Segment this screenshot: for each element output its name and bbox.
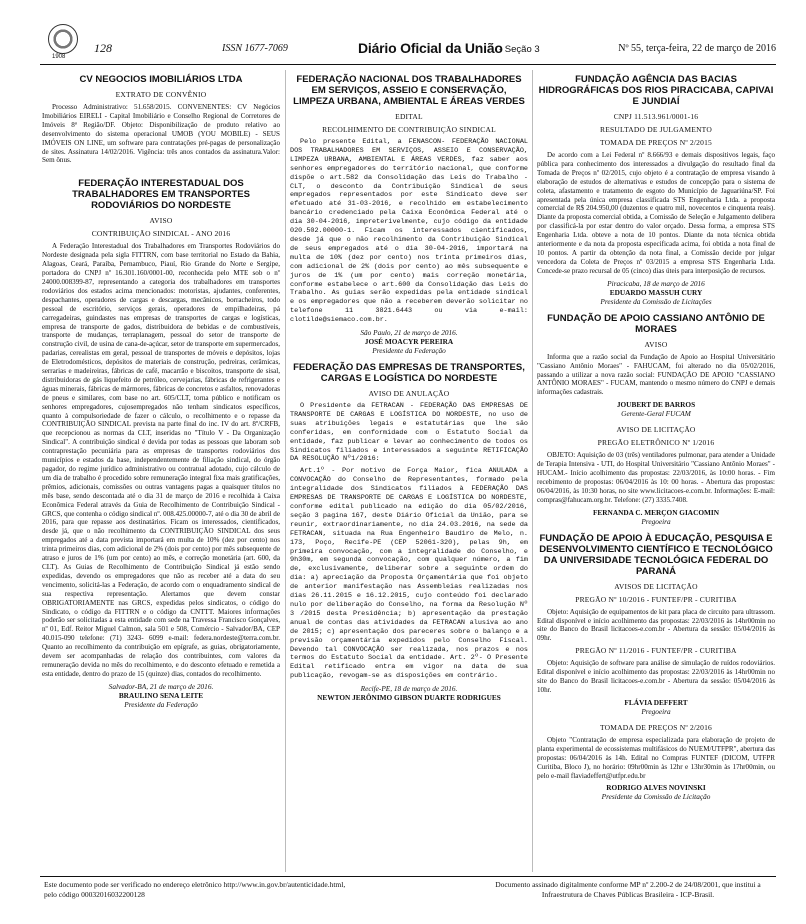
notice-subtitle: PREGÃO ELETRÔNICO Nº 1/2016 (597, 438, 715, 448)
footer-verification (44, 880, 404, 899)
notice-title: FEDERAÇÃO NACIONAL DOS TRABALHADORES EM SERVIÇOS, ASSEIO E CONSERVAÇÃO, LIMPEZA URBANA, AMBIENTAL E ÁREAS VERDES (293, 74, 525, 107)
signature-block (537, 783, 775, 801)
column-divider (285, 70, 286, 872)
notice-title: CV NEGOCIOS IMOBILIÁRIOS LTDA (79, 74, 243, 85)
notice-title: FEDERAÇÃO INTERESTADUAL DOS TRABALHADORES EM TRANSPORTES RODOVIÁRIOS DO NORDESTE (72, 178, 250, 212)
coat-of-arms-icon (48, 24, 78, 54)
notice-body: Objeto: Aquisição de software para análise de simulação de ruídos rodoviários. Edital disponível e início acolhimento das propostas: 22/03/2016 às 14hr00min no site do Banco do Brasil licitacoes-e.com.br - Abertura da sessão: 05/04/2016 às 10hr. (537, 659, 775, 694)
signature-block (537, 400, 775, 418)
signature-block (537, 279, 775, 306)
notice-subtitle: TOMADA DE PREÇOS Nº 2/2016 (600, 722, 712, 732)
notice-subtitle: AVISO (149, 216, 173, 226)
signatory-role: Pregoeira (641, 516, 671, 526)
signatory-role: Presidente da Federação (124, 699, 198, 709)
column-divider (532, 70, 533, 872)
notice-subtitle: EDITAL (395, 112, 423, 121)
signatory-name: JOUBERT DE BARROS (616, 400, 696, 410)
signatory-role: Gerente-Geral FUCAM (621, 409, 691, 419)
signature-block (290, 328, 528, 355)
signature-place-date: Recife-PE, 18 de março de 2016. (360, 684, 458, 694)
column-2 (290, 70, 528, 872)
notice-body: O Presidente da FETRACAN - FEDERAÇÃO DAS EMPRESAS DE TRANSPORTE DE CARGAS E LOGÍSTICA DO NORDESTE, no uso de suas atribuições legais e estatutárias que lhe são conferidas, em conformidade com o Estatuto Social da entidade, faz publicar e levar ao conhecimento de todos os Sindicatos filiados e interessados a seguinte RETIFICAÇÃO DA RESOLUÇÃO Nº1/2016: (290, 402, 528, 464)
page-footer (40, 876, 776, 899)
notice-body: Informa que a razão social da Fundação de Apoio ao Hospital Universitário "Cassiano Antônio Moraes" - FAHUCAM, foi alterado no dia 05/02/2016, passando a utilizar a nova razão social: FUNDAÇÃO DE APOIO "CASSIANO ANTÔNIO MORAES" - FUCAM, mantendo o mesmo número do CNPJ e demais informações cadastrais. (537, 352, 775, 397)
notice-subtitle: CONTRIBUIÇÃO SINDICAL - ANO 2016 (91, 229, 231, 239)
notice-title: FUNDAÇÃO AGÊNCIA DAS BACIAS HIDROGRÁFICAS DOS RIOS PIRACICABA, CAPIVAI E JUNDIAÍ (538, 74, 774, 107)
notice-title: FUNDAÇÃO DE APOIO À EDUCAÇÃO, PESQUISA E DESENVOLVIMENTO CIENTÍFICO E TECNOLÓGICO DA UNIVERSIDADE TECNOLÓGICA FEDERAL DO PARANÁ (539, 532, 773, 577)
notice-body: De acordo com a Lei Federal nº 8.666/93 e demais dispositivos legais, faço pública para conhecimento dos interessados a divulgação do resultado final da Tomada de Preços nº 02/2015, cujo objeto é a contratação de empresa visando à elaboração de estudos de alternativas e estudos de concepção para o sistema de coleta, afastamento e tratamento de esgoto do Município de Jaguariúna/SP. Foi apresentada pela única empresa classificada STS Engenharia Ltda. a proposta comercial de R$ 204.950,00 (duzentos e quatro mil, novecentos e cinquenta reais). Diante da proposta comercial obtida, a Comissão de Seleção e Julgamento delibera por classificá-la por estar dentro do valor orçado. Dessa forma, a empresa STS Engenharia Ltda. obteve a nota de 10 pontos. Diante da nota técnica obtida anteriormente e da nota da proposta especificada acima, foi obtida a nota final de 10 pontos. A partir da obtenção da nota final, a Comissão decide por julgar vencedora da Coleta de Preços nº 03/2015 a empresa STS Engenharia Ltda. Concede-se prazo recursal de 05 (cinco) dias úteis para interposição de recursos. (537, 151, 775, 275)
notice-subtitle: AVISO (644, 339, 668, 349)
signature-block (42, 682, 280, 709)
notice-title: FEDERAÇÃO DAS EMPRESAS DE TRANSPORTES, CARGAS E LOGÍSTICA DO NORDESTE (293, 362, 525, 385)
signatory-name: EDUARDO MASSUH CURY (609, 287, 703, 297)
signatory-role: Pregoeira (641, 706, 671, 716)
signatory-name: JOSÉ MOACYR PEREIRA (364, 337, 454, 347)
signatory-role: Presidente da Comissão de Licitação (601, 792, 711, 802)
column-1 (42, 70, 280, 872)
notice-body: Art.1º - Por motivo de Força Maior, fica ANULADA a CONVOCAÇÃO do Conselho de Representantes, formado pela integralidade dos Sindicatos filiados à FEDERAÇÃO DAS EMPRESAS DE TRANSPORTE DE CARGAS E LOGÍSTICA DO NORDESTE, conforme edital publicado na edição do dia 05/02/2016, seção 3 pagina 167, deste Diário Oficial da União, para se reunir, extraordinariamente, no dia 24.03.2016, na sede da FETRACAN, situada na Rua Engenheiro Baudiro de Melo, n. 173, Poço, Recife-PE (CEP 52061-320), pelas 9h, em primeira convocação, com a integralidade do Conselho, e 9h30m, em segunda convocação, com qualquer número, a fim de, exclusivamente, deliberar sobre a seguinte ordem do dia: a) apreciação da Proposta Orçamentária que foi objeto de anterior manifestação nas Assembleias realizadas nos dias 26.11.2015 e 16.12.2015, cujo conteúdo foi declarado nulo por deliberação do Conselho, na forma da Resolução Nº 3 /2015 desta Presidência; b) apresentação da prestação anual de contas das atividades da FETRACAN alusiva ao ano de 2015; c) apresentação dos pareceres sobre o balanço e a previsão orçamentária expedidos pelo Conselho Fiscal. Devendo tal CONVOCAÇÃO ser realizada, nos prazos e nos termos do Estatuto Social da entidade. Art. 2º- O Presente Edital retificado entra em vigor na data de sua publicação, revogam-se as disposições em contrário. (290, 467, 528, 681)
issn: ISSN 1677-7069 (222, 43, 288, 54)
issue-date: Nº 55, terça-feira, 22 de março de 2016 (618, 43, 776, 54)
notice-body: Pelo presente Edital, a FENASCON- FEDERAÇÃO NACIONAL DOS TRABALHADORES EM SERVIÇOS, ASSEIO E CONSERVAÇÃO, LIMPEZA URBANA, AMBIENTAL E ÁREAS VERDES, faz saber aos senhores empregadores do território nacional, que conforme dispõe o art.582 da Consolidação das Leis do Trabalho - CLT, o desconto da Contribuição Sindical de seus empregados representados por este Sindicato deve ser efetuado até 31-03-2016, e recolhido em estabelecimento bancário credenciado pela Caixa Econômica Federal até o dia 30-04-2016, impreterivelmente, cujo código da entidade 020.502.00000-1. Ficam os interessados cientificados, desde já que o não recolhimento da Contribuição Sindical de seus empregados até o dia 30-04-2016, importará na multa de 10% (dez por cento) nos trinta primeiros dias, com adicional de 2% (dois por cento) ao mês subsequente e juros de 1% (um por cento) mais correção monetária, conforme estabelece o art.600 da Consolidação das Leis do Trabalho. As guias serão expedidas pela entidade sindical e os empregadores que não a receberem deverão solicitar no telefone 11 3821.6443 ou via e-mail: clotilde@siemaco.com.br. (290, 138, 528, 325)
notice-subtitle: AVISO DE ANULAÇÃO (368, 389, 450, 399)
signature-block (537, 508, 775, 526)
section-label: - Seção 3 (499, 44, 540, 55)
notice-subtitle: TOMADA DE PREÇOS Nº 2/2015 (600, 138, 712, 147)
notice-body: Objeto: Aquisição de equipamentos de kit para placa de circuito para ultrassom. Edital disponível e início acolhimento das propostas: 22/03/2016 às 14hr00min no site do Banco do Brasil licitacoes-e.com.br - Abertura da sessão: 05/04/2016 às 09hr. (537, 607, 775, 643)
signatory-role: Presidente da Federação (372, 346, 446, 356)
notice-body: OBJETO: Aquisição de 03 (três) ventiladores pulmonar, para atender a Unidade de Terapia Intensiva - UTI, do Hospital Universitário "Cassiano Antônio Moraes" - HUCAM.- Início acolhimento das propostas: 22/03/2016, às 10:00 horas. - Fim recebimento de propostas: 06/04/2016 às 10: 00 horas. - Abertura das propostas: 06/04/2016, às 10:30 horas, no site www.licitacoes-e.com.br. Informações: E-mail: compras@fahucam.org.br. Telefone: (27) 3335.7408. (537, 451, 775, 504)
footer-verification-url[interactable]: Este documento pode ser verificado no endereço eletrônico http://www.in.gov.br/autenticidade.html, (44, 880, 346, 889)
signatory-role: Presidente da Comissão de Licitações (600, 296, 712, 306)
signatory-name: FERNANDA C. MERÇON GIACOMIN (592, 507, 720, 517)
page-number: 128 (94, 41, 112, 55)
notice-subtitle: EXTRATO DE CONVÊNIO (115, 90, 207, 99)
journal-title: Diário Oficial da União (358, 40, 503, 56)
signature-place-date: Salvador-BA, 21 de março de 2016. (108, 681, 214, 691)
signature-place-date: São Paulo, 21 de março de 2016. (360, 328, 458, 338)
notice-title: FUNDAÇÃO DE APOIO CASSIANO ANTÔNIO DE MORAES (547, 312, 765, 335)
signature-block (290, 684, 528, 702)
notice-cnpj: CNPJ 11.513.961/0001-16 (613, 112, 699, 121)
notice-body: Processo Administrativo: 51.658/2015. CONVENENTES: CV Negócios Imobiliários EIRELI - Capital Imobiliário e Conselho Regional de Corretores de Imóveis 8ª Região/DF. Objeto: Disponibilização de produto relativo ao desenvolvimento do sistema operacional UMOB (YOU MOBILE) - SEUS IMÓVEIS ON LINE, um software para contratações pré-pagas de personalização de sites. Assinatura 14/02/2016. Vigência: três anos contados da assinatura.Valor: Sem ônus. (42, 103, 280, 165)
notice-subtitle: AVISOS DE LICITAÇÃO (614, 581, 698, 591)
column-3 (537, 70, 775, 872)
notice-subtitle: PREGÃO Nº 10/2016 - FUNTEF/PR - CURITIBA (575, 594, 737, 604)
notice-subtitle: AVISO DE LICITAÇÃO (616, 425, 696, 435)
signatory-name: RODRIGO ALVES NOVINSKI (606, 783, 706, 793)
signatory-name: NEWTON JERÔNIMO GIBSON DUARTE RODRIGUES (317, 693, 501, 703)
page-header (40, 38, 776, 65)
signatory-name: BRAULINO SENA LEITE (118, 690, 204, 700)
footer-digital-signature: Documento assinado digitalmente conforme MP nº 2.200-2 de 24/08/2001, que institui a Infraestrutura de Chaves Públicas Brasileira - ICP-Brasil. (495, 880, 761, 899)
notice-subtitle: PREGÃO Nº 11/2016 - FUNTEF/PR - CURITIBA (575, 646, 737, 656)
signature-place-date: Piracicaba, 18 de março de 2016 (607, 278, 705, 288)
signature-block (537, 698, 775, 716)
footer-verification-code: pelo código 00032016032200128 (44, 889, 145, 899)
crest-year: 1908 (52, 54, 66, 60)
notice-subtitle: RECOLHIMENTO DE CONTRIBUIÇÃO SINDICAL (322, 125, 496, 134)
notice-subtitle: RESULTADO DE JULGAMENTO (600, 125, 712, 134)
notice-body: A Federação Interestadual dos Trabalhadores em Transportes Rodoviários do Nordeste designada pela sigla FITTRN, com base territorial no Estado da Bahia, Alagoas, Ceará, Paraíba, Pernambuco, Piauí, Rio Grande do Norte e Sergipe, portadora do CNPJ nº 16.301.160/0001-00, reconhecida pelo MTE sob o nº 24000.008399-87, representando a categoria dos trabalhadores em transportes rodoviários dos estados acima mencionados: motoristas, ajudantes, conferentes, despachantes, operadores de cargas e descargas, mecânicos, borracheiros, todo pessoal de escritório, serviços gerais, operadores de empilhadeiras, pá carregadeiras, guindastes nas empresas de transportes de cargas e logísticas, empresa de transporte de gados, distribuidora de bebidas e de combustíveis, transporte de mudanças, terraplanagem, pessoal do setor de transporte de construção civil, de usina de cana-de-açúcar, setor de transporte em supermercados, padarias, cerealistas em geral, pessoal de transportes de móveis e depósitos, lojas de Eletrodomésticos, depósitos de materiais de construção, pedreiras, cerâmicas, serrarias e madeireiras, fábricas de café, macarrão e biscoitos, transporte de sisal, distribuidoras de gás liquefeito de petróleo, cervejarias, fábricas de refrigerantes e águas minerais, fábricas de mármores, fábricas de concretos e asfaltos, renovadoras de pneus e similares, com base no art. 605/CLT, torna público e notificam os senhores empregadores, cujosempregados não tenham sindicatos específicos, quanto à compulsoriedade de fazer o cálculo, o recolhimento e o repasse da CONTRIBUIÇÃO SINDICAL prevista na parte final do inc. IV do art. 8º/CRFB, que recepcionou as normas da CLT, inseridas no "Título V - Da Organização Sindical". A contribuição sindical é devida por todas as pessoas que laboram sob contraprestação pecuniária para as empresas de transportes rodoviários dos municípios e estados da base, independentemente de filiação sindical, do órgão pagador, do regime jurídico administrativo ou contratual adotado, cujo cálculo de um dia de trabalho é procedido sobre remuneração integral fixa mais gratificações, prêmios, adicionais, comissões ou outras vantagens pagas a quaisquer títulos no mês base, sendo descontada até o dia 31 de março de 2016 e recolhida à Caixa Econômica Federal através da Guia de Recolhimento de Contribuição Sindical - GRCS, que contenha o código sindical nº. 008.425.00000-7, até o dia 30 de abril de 2016, para que repasse aos destinatários. Ficam os interessados, cientificados, desde já, que o não recolhimento da CONTRIBUIÇÃO SINDICAL dos seus empregados até a data prevista importará em multa de 10% (dez por cento) nos trinta primeiros dias, com adicional de 2% (dois por cento) por mês subsequente de atraso e juros de 1% (um por cento) ao mês, e correção monetária (art. 600, da CLT). As Guias de Recolhimento de Contribuição Sindical já estão sendo expedidas, devendo os empregadores que não as receber até a data do seu vencimento, solicitá-las a Federação, de acordo com o enquadramento sindical de sua respectiva representação. Alertamos que devem constar OBRIGATORIAMENTE nas GRCS, expedidas pelos sindicatos, o código do Sindicato, o código da FITTRN e o código da CNTTT. Maiores informações poderão ser solicitadas a esta entidade com sede na Travessa Francisco Gonçalves, nº 01, Edf. Reitor Miguel Calmon, sala 501 e 508, Comércio - Salvador/BA, CEP 40.015-090 telefone: (71) 3243- 6099 e-mail: federa.nordeste@terra.com.br. Quanto ao recolhimento da contribuição em epígrafe, as guias, obrigatoriamente, devem ser acompanhadas de relação dos contribuintes, com valores da remuneração devida no mês do recolhimento, e do desconto efetuado e remetida a esta entidade, dentro do prazo de 15 (quinze) dias, contados do recolhimento. (42, 242, 280, 678)
notice-body: Objeto "Contratação de empresa especializada para elaboração de projeto de planta experimental de ecossistemas multifásicos do NUEM/UTFPR", abertura das propostas: 06/04/2016 às 14h. Edital no Compras FUNTEF (DICOM, UTFPR Curitiba, Bloco J), no horário: 09hr00min às 12hr e 13hr30min às 17hr00min, ou pelo e-mail flaviadeffert@utfpr.edu.br (537, 735, 775, 780)
signatory-name: FLÁVIA DEFFERT (624, 697, 688, 707)
